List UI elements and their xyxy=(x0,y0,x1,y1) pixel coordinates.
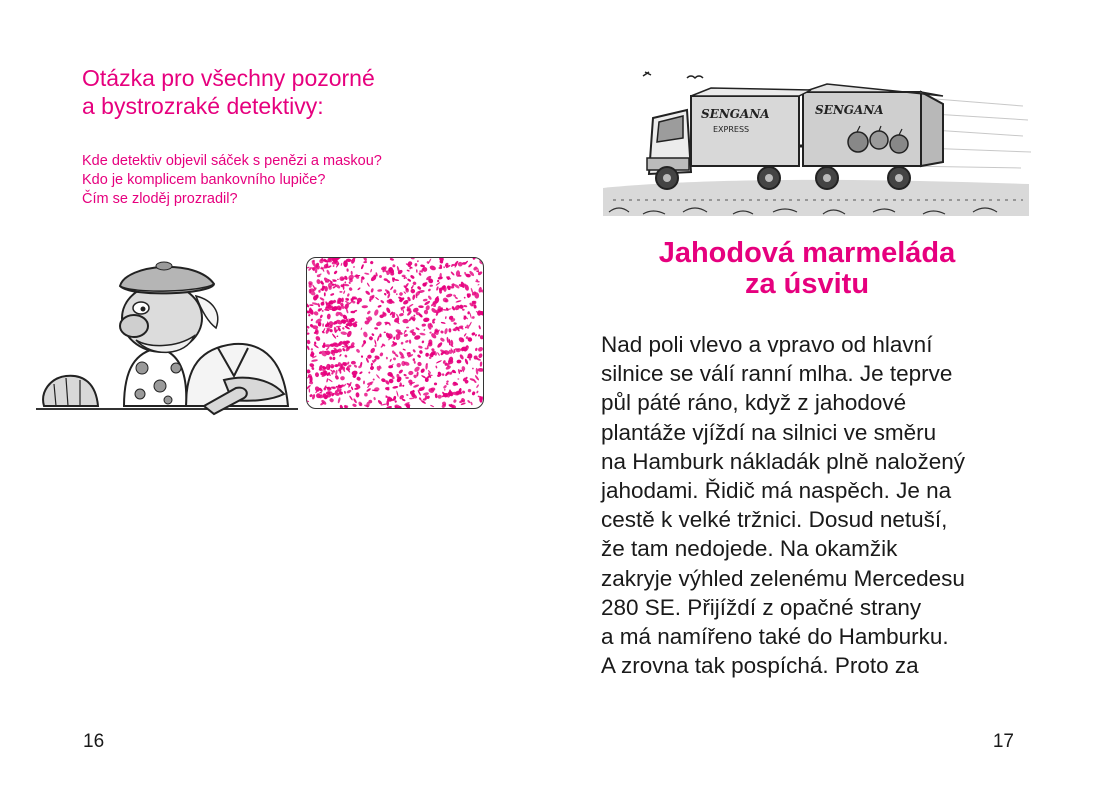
noise-speck xyxy=(477,368,483,372)
noise-speck xyxy=(411,258,415,260)
noise-speck xyxy=(375,297,379,301)
noise-speck xyxy=(478,325,481,330)
noise-speck xyxy=(359,371,363,375)
story-line: zakryje výhled zelenému Mercedesu xyxy=(601,565,965,591)
noise-speck xyxy=(467,400,471,404)
noise-speck xyxy=(370,363,373,367)
noise-speck xyxy=(340,376,345,381)
truck-illustration xyxy=(603,66,1033,222)
story-line: jahodami. Řidič má naspěch. Je na xyxy=(601,478,952,504)
noise-speck xyxy=(417,354,422,359)
noise-speck xyxy=(446,337,449,343)
noise-speck xyxy=(351,361,356,365)
noise-speck xyxy=(429,265,437,271)
noise-speck xyxy=(419,332,426,336)
noise-speck xyxy=(335,370,338,376)
noise-speck xyxy=(476,384,480,388)
noise-speck xyxy=(346,389,352,394)
noise-speck xyxy=(326,364,331,371)
noise-speck xyxy=(372,378,375,381)
right-page xyxy=(547,0,1094,800)
noise-speck xyxy=(349,395,353,401)
noise-speck xyxy=(475,348,478,352)
noise-speck xyxy=(418,305,424,308)
noise-speck xyxy=(369,260,373,264)
noise-speck xyxy=(332,265,335,268)
noise-speck xyxy=(413,314,415,317)
story-line: půl páté ráno, když z jahodové xyxy=(601,390,907,416)
noise-speck xyxy=(477,284,479,286)
noise-speck xyxy=(329,356,332,360)
noise-speck xyxy=(326,378,329,383)
noise-speck xyxy=(446,293,453,298)
noise-speck xyxy=(427,295,432,300)
noise-speck xyxy=(463,305,467,308)
noise-speck xyxy=(370,269,372,273)
noise-speck xyxy=(355,348,360,353)
noise-speck xyxy=(324,292,326,296)
noise-speck xyxy=(453,322,457,325)
noise-speck xyxy=(329,397,335,403)
noise-speck xyxy=(432,320,436,324)
noise-speck xyxy=(436,360,442,364)
noise-speck xyxy=(337,397,341,404)
noise-speck xyxy=(366,310,371,315)
noise-speck xyxy=(307,325,310,329)
noise-speck xyxy=(357,287,361,291)
detective-illustration xyxy=(36,256,298,416)
noise-speck xyxy=(375,321,382,327)
noise-speck xyxy=(358,401,364,407)
noise-speck xyxy=(398,291,403,296)
noise-speck xyxy=(344,281,346,284)
noise-speck xyxy=(346,309,349,314)
noise-speck xyxy=(472,316,475,319)
noise-speck xyxy=(412,281,417,286)
noise-speck xyxy=(425,353,429,357)
noise-speck xyxy=(369,365,374,370)
noise-speck xyxy=(421,340,424,343)
noise-speck xyxy=(435,282,440,286)
noise-speck xyxy=(360,327,362,330)
noise-speck xyxy=(361,355,363,358)
noise-speck xyxy=(379,275,383,279)
noise-speck xyxy=(342,348,346,352)
noise-speck xyxy=(310,348,313,351)
noise-speck xyxy=(441,322,446,325)
noise-speck xyxy=(393,289,397,293)
noise-speck xyxy=(435,393,438,398)
noise-speck xyxy=(340,263,342,267)
noise-speck xyxy=(347,293,350,297)
noise-speck xyxy=(368,371,371,374)
noise-speck xyxy=(344,391,346,394)
noise-speck xyxy=(353,398,358,404)
noise-speck xyxy=(366,388,372,393)
noise-speck xyxy=(459,354,465,360)
noise-speck xyxy=(365,290,371,296)
noise-speck xyxy=(405,377,409,379)
noise-speck xyxy=(402,348,406,351)
noise-speck xyxy=(406,269,410,272)
noise-speck xyxy=(346,268,349,272)
noise-speck xyxy=(446,383,449,386)
noise-speck xyxy=(344,275,349,280)
noise-speck xyxy=(446,380,449,383)
noise-speck xyxy=(406,394,409,397)
question-item: Kdo je komplicem bankovního lupiče? xyxy=(82,172,326,188)
noise-speck xyxy=(326,269,331,275)
noise-speck xyxy=(348,287,353,292)
noise-speck xyxy=(386,406,392,408)
noise-speck xyxy=(315,335,321,342)
question-title xyxy=(82,64,482,120)
noise-speck xyxy=(374,339,377,345)
trailer-brand: SENGANA xyxy=(815,103,884,117)
page-number: 16 xyxy=(83,731,105,752)
noise-speck xyxy=(307,402,310,407)
noise-speck xyxy=(336,335,338,337)
noise-speck xyxy=(317,303,320,308)
truck-brand: SENGANA xyxy=(701,107,770,121)
noise-speck xyxy=(417,260,419,262)
noise-speck xyxy=(310,318,313,321)
question-title-line: Otázka pro všechny pozorné xyxy=(82,65,375,91)
noise-speck xyxy=(331,333,336,339)
noise-speck xyxy=(436,341,443,348)
noise-speck xyxy=(342,327,345,330)
noise-speck xyxy=(417,286,422,291)
story-line: Nad poli vlevo a vpravo od hlavní xyxy=(601,332,933,357)
noise-speck xyxy=(379,352,384,357)
noise-speck xyxy=(413,366,420,373)
noise-speck xyxy=(478,353,483,359)
noise-speck xyxy=(463,296,466,299)
noise-speck xyxy=(423,392,430,396)
noise-speck xyxy=(327,313,331,319)
noise-speck xyxy=(480,361,483,366)
noise-speck xyxy=(409,339,412,343)
noise-speck xyxy=(402,319,408,324)
noise-speck xyxy=(330,293,335,297)
noise-speck xyxy=(468,263,473,268)
noise-speck xyxy=(344,354,348,358)
noise-speck xyxy=(434,383,437,386)
noise-speck xyxy=(455,300,461,303)
noise-speck xyxy=(307,400,309,402)
noise-speck xyxy=(360,264,364,270)
noise-speck xyxy=(335,311,340,317)
story-line: a má namířeno také do Hamburku. xyxy=(601,624,949,650)
noise-speck xyxy=(414,263,417,266)
noise-speck xyxy=(437,280,440,283)
noise-speck xyxy=(307,345,310,350)
question-item: Kde detektiv objevil sáček s penězi a maskou? xyxy=(82,153,382,169)
story-line: cestě k velké tržnici. Dosud netuší, xyxy=(601,507,948,533)
noise-speck xyxy=(352,403,357,407)
noise-speck xyxy=(416,269,418,273)
noise-speck xyxy=(377,289,382,292)
noise-speck xyxy=(390,286,394,291)
noise-speck xyxy=(421,323,426,326)
noise-speck xyxy=(396,390,399,397)
noise-speck xyxy=(427,288,431,292)
noise-speck xyxy=(410,274,415,279)
noise-speck xyxy=(364,393,368,397)
noise-speck xyxy=(319,297,325,302)
story-line: silnice se válí ranní mlha. Je teprve xyxy=(601,361,953,387)
noise-speck xyxy=(423,329,426,332)
noise-speck xyxy=(374,327,378,330)
noise-speck xyxy=(420,368,426,374)
noise-speck xyxy=(437,352,440,356)
noise-speck xyxy=(429,331,432,334)
noise-speck xyxy=(403,373,407,376)
noise-speck xyxy=(407,278,412,282)
noise-speck xyxy=(440,337,446,342)
noise-speck xyxy=(364,272,369,275)
noise-speck xyxy=(435,365,438,368)
noise-speck xyxy=(337,279,339,280)
noise-speck xyxy=(445,316,447,319)
story-line: A zrovna tak pospíchá. Proto za xyxy=(601,653,919,679)
noise-speck xyxy=(477,346,483,352)
noise-speck xyxy=(392,357,396,361)
noise-speck xyxy=(307,369,311,374)
noise-speck xyxy=(412,294,416,300)
noise-speck xyxy=(339,404,343,408)
noise-speck xyxy=(466,324,469,329)
noise-speck xyxy=(384,292,387,295)
noise-speck xyxy=(311,359,318,362)
noise-speck xyxy=(402,309,404,313)
noise-speck xyxy=(480,335,483,339)
noise-speck xyxy=(396,362,402,368)
noise-speck xyxy=(415,327,420,331)
noise-speck xyxy=(350,311,355,314)
noise-speck xyxy=(396,293,398,295)
noise-speck xyxy=(467,311,470,314)
truck-subtitle: EXPRESS xyxy=(713,125,750,134)
noise-speck xyxy=(363,261,367,264)
noise-speck xyxy=(399,313,404,317)
noise-speck xyxy=(467,388,471,392)
noise-speck xyxy=(429,284,433,287)
noise-speck xyxy=(431,375,433,376)
noise-speck xyxy=(366,282,370,287)
noise-speck xyxy=(356,376,362,381)
question-item: Čím se zloděj prozradil? xyxy=(82,191,238,207)
noise-speck xyxy=(353,266,355,268)
noise-speck xyxy=(340,331,347,335)
noise-speck xyxy=(462,390,466,394)
noise-speck xyxy=(379,333,381,337)
noise-speck xyxy=(321,310,324,312)
noise-speck xyxy=(318,290,321,293)
noise-speck xyxy=(393,336,395,339)
noise-speck xyxy=(476,390,479,393)
hidden-text-puzzle xyxy=(306,257,484,409)
noise-speck xyxy=(309,363,315,368)
noise-speck xyxy=(319,314,323,318)
noise-speck xyxy=(474,375,479,381)
noise-speck xyxy=(351,386,354,390)
noise-speck xyxy=(444,389,445,391)
noise-speck xyxy=(464,358,469,365)
noise-speck xyxy=(464,333,467,337)
story-line: 280 SE. Přijíždí z opačné strany xyxy=(601,594,922,620)
noise-speck xyxy=(363,380,365,384)
noise-speck xyxy=(406,326,409,328)
noise-speck xyxy=(413,384,420,388)
noise-speck xyxy=(470,288,473,294)
noise-speck xyxy=(373,309,379,317)
noise-speck xyxy=(457,378,459,379)
noise-speck xyxy=(374,345,376,347)
noise-speck xyxy=(339,354,342,357)
noise-speck xyxy=(402,384,405,387)
story-line: na Hamburk nákladák plně naložený xyxy=(601,448,965,474)
noise-speck xyxy=(308,314,311,317)
noise-speck xyxy=(423,317,430,322)
noise-speck xyxy=(309,304,313,306)
noise-speck xyxy=(341,298,344,303)
noise-speck xyxy=(337,327,341,332)
noise-speck xyxy=(319,392,322,394)
noise-speck xyxy=(436,286,439,291)
noise-speck xyxy=(398,369,404,375)
noise-speck xyxy=(443,266,445,268)
noise-speck xyxy=(470,402,473,406)
chapter-title-line: Jahodová marmeláda xyxy=(658,237,956,269)
noise-speck xyxy=(370,288,374,293)
noise-speck xyxy=(423,299,428,302)
noise-speck xyxy=(390,258,395,261)
noise-speck xyxy=(412,349,416,353)
noise-speck xyxy=(371,333,375,337)
noise-speck xyxy=(355,392,359,398)
question-list xyxy=(82,152,502,209)
noise-speck xyxy=(419,350,423,355)
noise-speck xyxy=(309,388,310,392)
chapter-title-line: za úsvitu xyxy=(744,268,870,300)
noise-speck xyxy=(450,271,455,276)
noise-speck xyxy=(368,336,374,341)
noise-speck xyxy=(458,369,461,374)
noise-speck xyxy=(343,290,346,294)
noise-speck xyxy=(384,331,386,333)
noise-speck xyxy=(307,339,311,344)
noise-speck xyxy=(314,385,321,392)
noise-speck xyxy=(307,332,310,334)
noise-speck xyxy=(316,279,321,285)
noise-speck xyxy=(462,308,465,310)
noise-speck xyxy=(392,386,398,389)
noise-speck xyxy=(471,391,475,396)
noise-speck xyxy=(392,264,396,268)
noise-speck xyxy=(389,358,392,362)
noise-speck xyxy=(408,303,413,307)
noise-speck xyxy=(369,347,375,354)
noise-speck xyxy=(333,270,338,275)
page-number: 17 xyxy=(992,731,1014,752)
noise-speck xyxy=(479,258,483,261)
noise-speck xyxy=(437,394,442,399)
noise-speck xyxy=(385,307,391,314)
noise-speck xyxy=(339,276,345,281)
noise-speck xyxy=(443,384,448,389)
noise-speck xyxy=(373,397,376,401)
noise-speck xyxy=(346,330,353,338)
noise-speck xyxy=(362,305,369,308)
noise-speck xyxy=(408,371,414,376)
noise-speck xyxy=(418,272,422,276)
noise-speck xyxy=(416,361,422,367)
noise-speck xyxy=(377,305,382,308)
noise-speck xyxy=(405,340,409,344)
noise-speck xyxy=(469,358,472,361)
noise-speck xyxy=(418,345,423,349)
noise-speck xyxy=(400,341,404,345)
story-line: že tam nedojede. Na okamžik xyxy=(601,536,898,562)
noise-speck xyxy=(386,357,388,360)
noise-speck xyxy=(472,367,474,369)
noise-speck xyxy=(314,341,317,344)
noise-speck xyxy=(444,328,449,335)
noise-speck xyxy=(328,379,333,383)
noise-speck xyxy=(376,374,381,379)
noise-speck xyxy=(309,376,312,383)
noise-speck xyxy=(441,373,444,377)
story-line: plantáže vjíždí na silnici ve směru xyxy=(601,419,937,445)
question-title-line: a bystrozraké detektivy: xyxy=(82,93,324,119)
noise-speck xyxy=(448,328,451,332)
noise-speck xyxy=(362,331,368,338)
noise-speck xyxy=(339,291,342,293)
chapter-title xyxy=(587,238,1027,300)
noise-speck xyxy=(332,341,340,348)
noise-speck xyxy=(313,344,319,349)
noise-speck xyxy=(440,330,444,334)
noise-speck xyxy=(332,356,336,360)
noise-speck xyxy=(453,399,457,403)
noise-speck xyxy=(430,404,434,407)
noise-speck xyxy=(439,258,445,262)
noise-speck xyxy=(380,299,385,304)
story-text xyxy=(601,330,1041,680)
noise-speck xyxy=(457,262,463,267)
noise-speck xyxy=(351,271,353,275)
noise-speck xyxy=(315,372,320,377)
noise-speck xyxy=(353,364,357,368)
noise-speck xyxy=(334,375,339,381)
noise-speck xyxy=(410,288,416,293)
noise-speck xyxy=(438,276,444,280)
noise-speck xyxy=(322,323,324,327)
noise-speck xyxy=(472,258,476,260)
noise-speck xyxy=(394,404,401,408)
